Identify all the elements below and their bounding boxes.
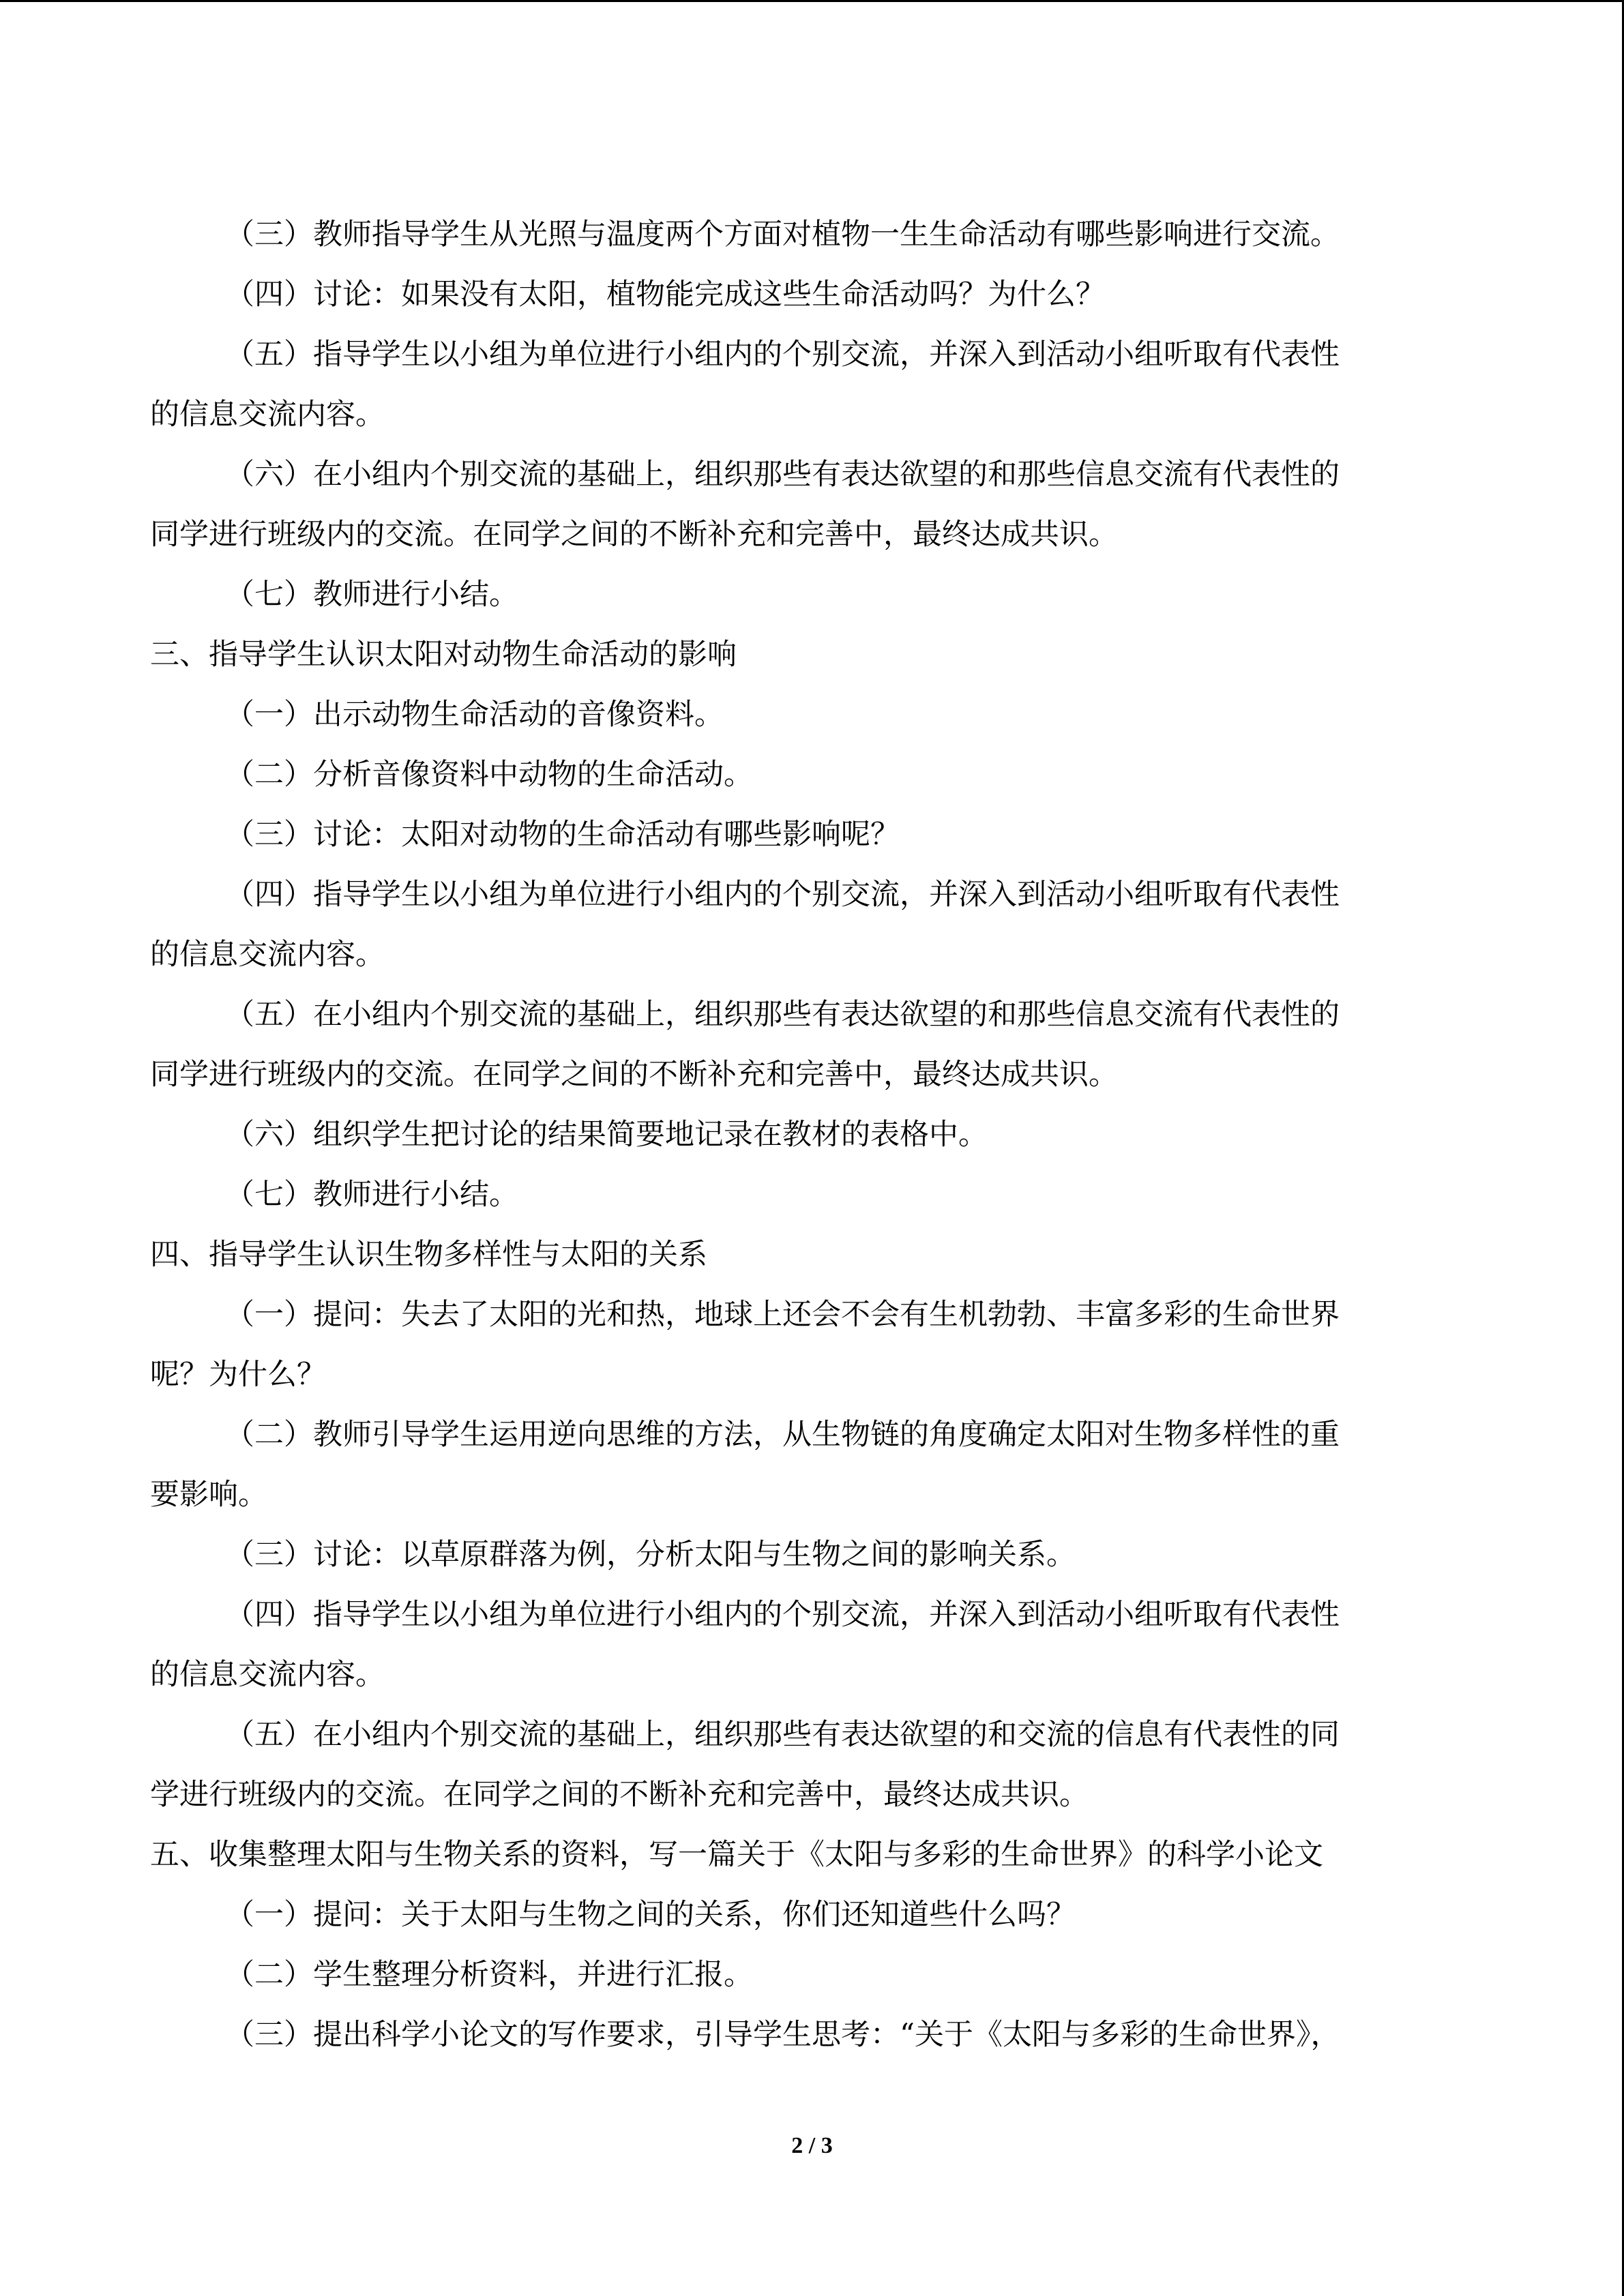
paragraph-line: （一）提问：关于太阳与生物之间的关系，你们还知道些什么吗？ [225,1898,1076,1932]
paragraph-line: （一）提问：失去了太阳的光和热，地球上还会不会有生机勃勃、丰富多彩的生命世界 [225,1298,1340,1332]
paragraph-line: （四）指导学生以小组为单位进行小组内的个别交流，并深入到活动小组听取有代表性 [225,1598,1340,1632]
page-number: 2 / 3 [791,2133,833,2158]
paragraph-line: （二）学生整理分析资料，并进行汇报。 [225,1958,753,1992]
paragraph-line: 要影响。 [150,1478,267,1512]
paragraph-line: 的信息交流内容。 [150,938,385,972]
paragraph-line: （五）在小组内个别交流的基础上，组织那些有表达欲望的和交流的信息有代表性的同 [225,1718,1340,1752]
paragraph-line: 学进行班级内的交流。在同学之间的不断补充和完善中，最终达成共识。 [150,1778,1089,1812]
paragraph-line: （二）分析音像资料中动物的生命活动。 [225,758,753,792]
paragraph-line: （四）指导学生以小组为单位进行小组内的个别交流，并深入到活动小组听取有代表性 [225,878,1340,912]
paragraph-line: 同学进行班级内的交流。在同学之间的不断补充和完善中，最终达成共识。 [150,1058,1118,1092]
paragraph-line: （三）提出科学小论文的写作要求，引导学生思考：“关于《太阳与多彩的生命世界》， [225,2018,1340,2052]
section-heading: 三、指导学生认识太阳对动物生命活动的影响 [150,638,737,672]
paragraph-line: （五）在小组内个别交流的基础上，组织那些有表达欲望的和那些信息交流有代表性的 [225,998,1340,1032]
paragraph-line: （三）讨论：以草原群落为例，分析太阳与生物之间的影响关系。 [225,1538,1076,1572]
section-heading: 五、收集整理太阳与生物关系的资料，写一篇关于《太阳与多彩的生命世界》的科学小论文 [150,1838,1323,1872]
paragraph-line: （五）指导学生以小组为单位进行小组内的个别交流，并深入到活动小组听取有代表性 [225,338,1340,372]
paragraph-line: （四）讨论：如果没有太阳，植物能完成这些生命活动吗？为什么？ [225,278,1105,312]
paragraph-line: 的信息交流内容。 [150,1658,385,1692]
paragraph-line: （二）教师引导学生运用逆向思维的方法，从生物链的角度确定太阳对生物多样性的重 [225,1418,1340,1452]
paragraph-line: 呢？为什么？ [150,1358,326,1392]
paragraph-line: （六）组织学生把讨论的结果简要地记录在教材的表格中。 [225,1118,988,1152]
paragraph-line: （七）教师进行小结。 [225,578,518,612]
paragraph-line: （一）出示动物生命活动的音像资料。 [225,698,724,732]
page-border-top [0,0,1624,2]
paragraph-line: （三）讨论：太阳对动物的生命活动有哪些影响呢？ [225,818,900,852]
section-heading: 四、指导学生认识生物多样性与太阳的关系 [150,1238,707,1272]
paragraph-line: （三）教师指导学生从光照与温度两个方面对植物一生生命活动有哪些影响进行交流。 [225,218,1340,252]
paragraph-line: （六）在小组内个别交流的基础上，组织那些有表达欲望的和那些信息交流有代表性的 [225,458,1340,492]
document-body [150,205,1460,2065]
paragraph-line: 同学进行班级内的交流。在同学之间的不断补充和完善中，最终达成共识。 [150,518,1118,552]
paragraph-line: 的信息交流内容。 [150,398,385,432]
paragraph-line: （七）教师进行小结。 [225,1178,518,1212]
